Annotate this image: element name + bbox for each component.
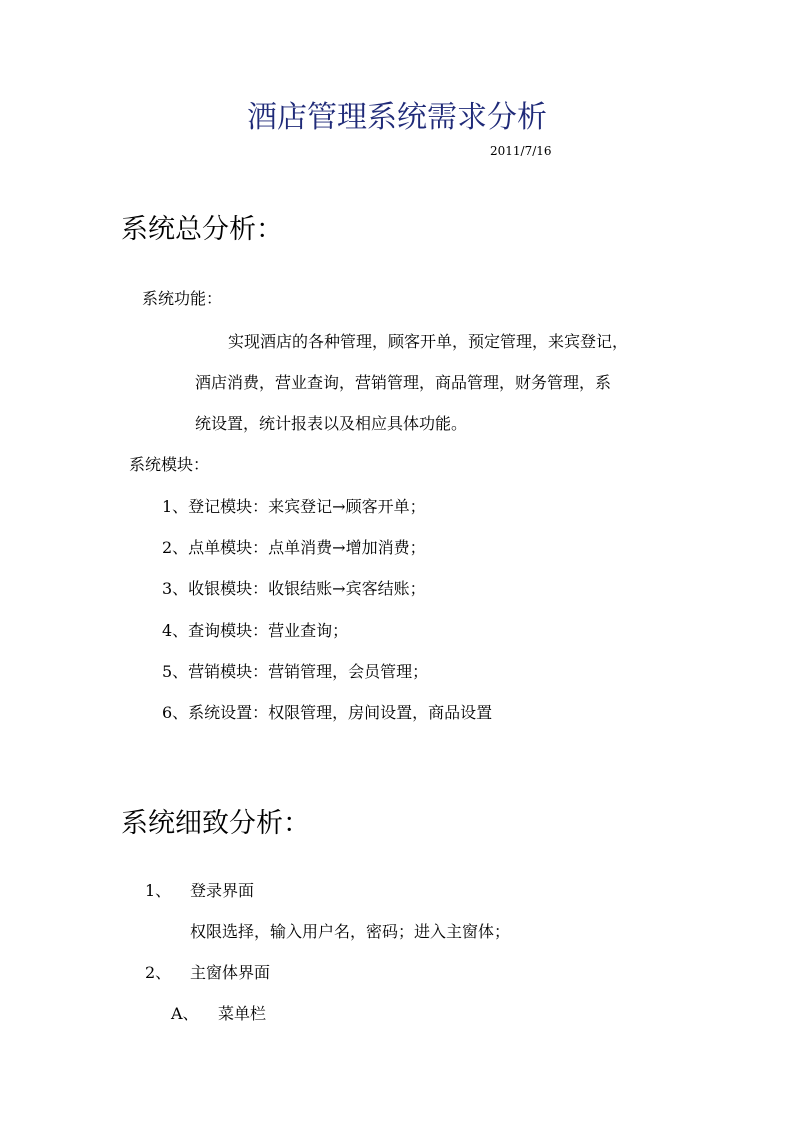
subitem-a-title-menu-bar: 菜单栏 [218,1004,267,1023]
heading-system-overall-analysis: 系统总分析： [121,214,283,245]
label-system-functions: 系统功能： [142,289,223,308]
module-item: 3、收银模块：收银结账→宾客结账； [162,579,426,598]
subitem-a-letter: A、 [171,1004,199,1023]
function-line-1: 实现酒店的各种管理，顾客开单，预定管理，来宾登记， [228,332,629,351]
function-line-3: 统设置，统计报表以及相应具体功能。 [195,414,468,433]
item-1-description: 权限选择，输入用户名，密码；进入主窗体； [190,922,511,941]
item-1-number: 1、 [145,881,172,900]
module-item: 4、查询模块：营业查询； [162,621,349,640]
item-2-number: 2、 [145,963,172,982]
module-item: 1、登记模块：来宾登记→顾客开单； [162,497,426,516]
module-item: 2、点单模块：点单消费→增加消费； [162,538,426,557]
document-title: 酒店管理系统需求分析 [247,100,547,135]
module-item: 5、营销模块：营销管理，会员管理； [162,662,429,681]
label-system-modules: 系统模块： [129,455,210,474]
item-2-title-main-window: 主窗体界面 [190,963,271,982]
item-1-title-login: 登录界面 [190,881,255,900]
function-line-2: 酒店消费，营业查询，营销管理，商品管理，财务管理，系 [195,373,612,392]
document-date: 2011/7/16 [490,144,552,158]
module-item: 6、系统设置：权限管理，房间设置，商品设置 [162,703,493,722]
heading-system-detail-analysis: 系统细致分析： [121,808,310,839]
